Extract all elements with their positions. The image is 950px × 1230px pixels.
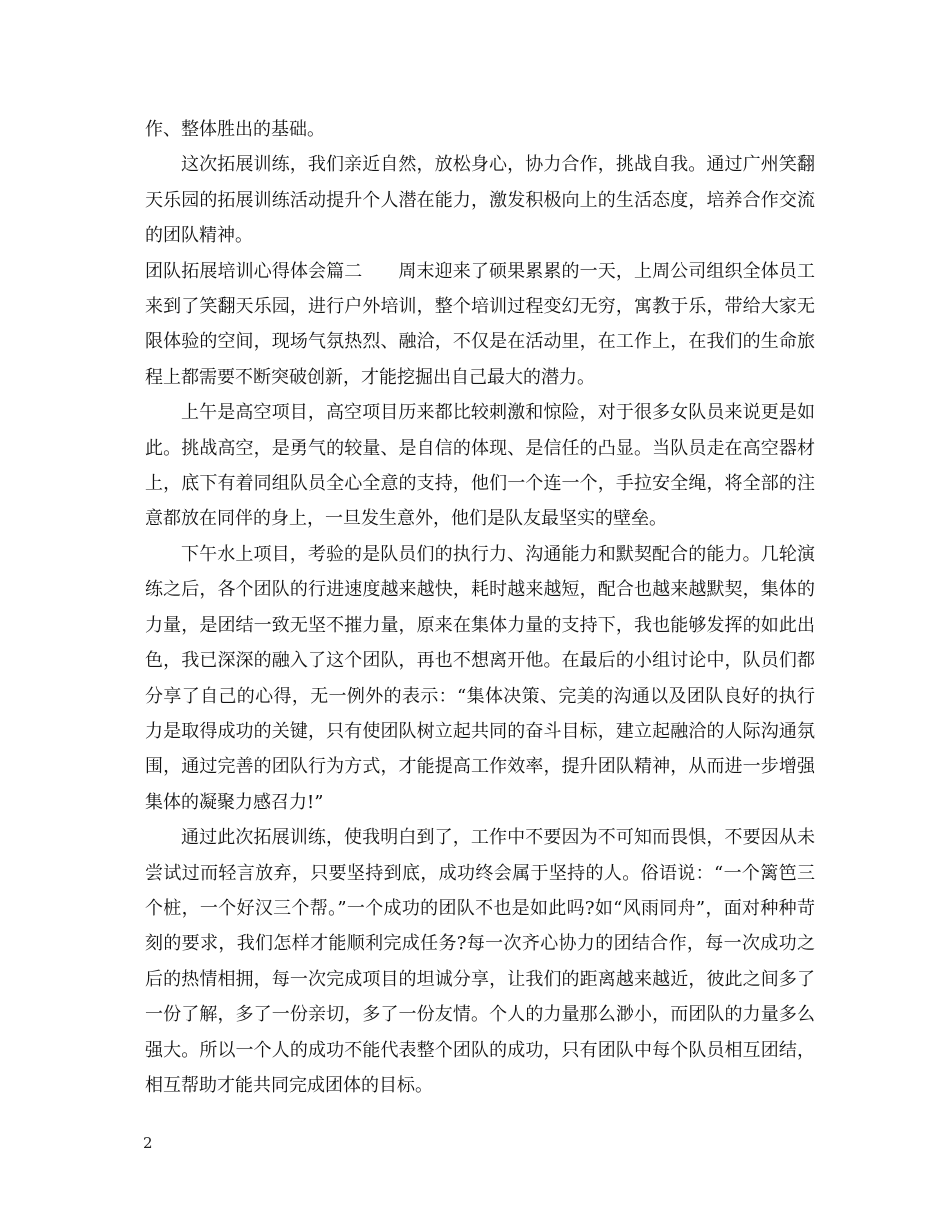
section-title-paragraph xyxy=(145,254,815,396)
paragraph-morning: 上午是高空项目，高空项目历来都比较刺激和惊险，对于很多女队员来说更是如此。挑战高空，是勇气的较量、是自信的体现、是信任的凸显。当队员走在高空器材上，底下有着同组队员全心全意的支持，他们一个连一个，手拉安全绳，将全部的注意都放在同伴的身上，一旦发生意外，他们是队友最坚实的壁垒。 xyxy=(145,402,815,530)
paragraph-summary: 这次拓展训练，我们亲近自然，放松身心，协力合作，挑战自我。通过广州笑翻天乐园的拓展训练活动提升个人潜在能力，激发积极向上的生活态度，培养合作交流的团队精神。 xyxy=(145,154,815,247)
document-body xyxy=(145,112,815,1103)
section-title: 团队拓展培训心得体会篇二 xyxy=(145,260,363,282)
paragraph-afternoon: 下午水上项目，考验的是队员们的执行力、沟通能力和默契配合的能力。几轮演练之后，各个团队的行进速度越来越快，耗时越来越短，配合也越来越默契，集体的力量，是团结一致无坚不摧力量，原来在集体力量的支持下，我也能够发挥的如此出色，我已深深的融入了这个团队，再也不想离开他。在最后的小组讨论中，队员们都分享了自己的心得，无一例外的表示：“集体决策、完美的沟通以及团队良好的执行力是取得成功的关键，只有使团队树立起共同的奋斗目标，建立起融洽的人际沟通氛围，通过完善的团队行为方式，才能提高工作效率，提升团队精神，从而进一步增强集体的凝聚力感召力!” xyxy=(145,543,815,813)
paragraph-reflection: 通过此次拓展训练，使我明白到了，工作中不要因为不可知而畏惧，不要因从未尝试过而轻言放弃，只要坚持到底，成功终会属于坚持的人。俗语说：“一个篱笆三个桩，一个好汉三个帮。”一个成功的团队不也是如此吗?如“风雨同舟”，面对种种苛刻的要求，我们怎样才能顺利完成任务?每一次齐心协力的团结合作，每一次成功之后的热情相拥，每一次完成项目的坦诚分享，让我们的距离越来越近，彼此之间多了一份了解，多了一份亲切，多了一份友情。个人的力量那么渺小，而团队的力量多么强大。所以一个人的成功不能代表整个团队的成功，只有团队中每个队员相互团结，相互帮助才能共同完成团体的目标。 xyxy=(145,827,815,1096)
page-number: 2 xyxy=(143,1134,153,1152)
section-intro: 周末迎来了硕果累累的一天，上周公司组织全体员工来到了笑翻天乐园，进行户外培训，整个培训过程变幻无穷，寓教于乐，带给大家无限体验的空间，现场气氛热烈、融洽，不仅是在活动里，在工作上，在我们的生命旅程上都需要不断突破创新，才能挖掘出自己最大的潜力。 xyxy=(145,260,816,388)
paragraph-continuation: 作、整体胜出的基础。 xyxy=(145,119,325,140)
